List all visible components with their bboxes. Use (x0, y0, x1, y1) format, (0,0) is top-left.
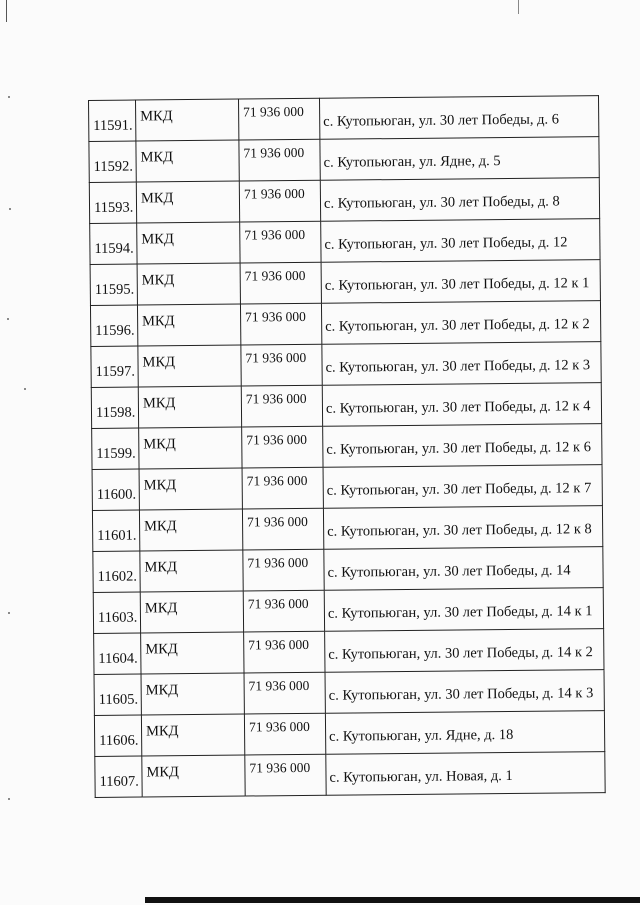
object-type: МКД (145, 723, 179, 740)
oktmo-code-cell (243, 590, 324, 632)
address-cell: с. Кутопьюган, ул. 30 лет Победы, д. 14 (327, 562, 571, 581)
oktmo-code-cell (244, 672, 325, 714)
address-cell-cell (322, 342, 601, 386)
oktmo-code: 71 936 000 (246, 472, 308, 489)
object-type: МКД (145, 641, 178, 658)
object-type: МКД (140, 190, 174, 207)
row-number-cell (89, 182, 136, 223)
row-number-cell (89, 141, 136, 182)
row-number: 11602. (97, 568, 137, 585)
object-type: МКД (146, 764, 180, 781)
address-cell: с. Кутопьюган, ул. 30 лет Победы, д. 12 к 4 (325, 398, 591, 417)
row-number-cell (90, 223, 137, 264)
address-cell: с. Кутопьюган, ул. 30 лет Победы, д. 14 к 3 (328, 685, 594, 704)
address-cell-cell (321, 301, 600, 345)
table-row (91, 342, 601, 388)
row-number: 11601. (97, 527, 137, 544)
row-number-cell (91, 387, 138, 428)
row-number-cell (91, 346, 138, 387)
scan-speck (8, 612, 10, 614)
oktmo-code: 71 936 000 (248, 636, 310, 653)
object-type-cell (142, 755, 245, 797)
table-row (93, 547, 603, 593)
row-number-cell (90, 305, 137, 346)
address-cell: с. Кутопьюган, ул. 30 лет Победы, д. 8 (323, 193, 560, 212)
address-cell-cell (320, 178, 599, 222)
address-cell: с. Кутопьюган, ул. Новая, д. 1 (329, 767, 513, 786)
address-cell-cell (326, 752, 605, 796)
oktmo-code-cell (241, 385, 322, 427)
oktmo-code-cell (240, 262, 321, 304)
oktmo-code: 71 936 000 (245, 308, 306, 325)
table-row (91, 383, 601, 429)
row-number: 11604. (98, 650, 138, 667)
row-number-cell (90, 264, 137, 305)
object-type: МКД (144, 518, 177, 535)
row-number-cell (94, 715, 141, 756)
address-cell-cell (320, 137, 599, 181)
object-type: МКД (140, 108, 173, 125)
oktmo-code-cell (245, 754, 326, 796)
oktmo-code-cell (243, 549, 324, 591)
table-row (92, 465, 602, 511)
row-number: 11593. (93, 199, 134, 216)
address-cell: с. Кутопьюган, ул. 30 лет Победы, д. 14 к 1 (327, 603, 593, 622)
object-type: МКД (144, 559, 178, 576)
oktmo-code: 71 936 000 (243, 185, 305, 202)
row-number-cell (92, 469, 139, 510)
row-number-cell (95, 756, 142, 797)
table-row (95, 752, 605, 798)
address-cell: с. Кутопьюган, ул. Ядне, д. 18 (329, 726, 514, 745)
table-row (92, 424, 602, 470)
table-row (89, 137, 599, 183)
row-number: 11599. (96, 445, 136, 462)
object-type: МКД (141, 272, 175, 289)
row-number: 11595. (94, 281, 135, 298)
address-cell-cell (323, 424, 602, 468)
row-number-cell (92, 510, 139, 551)
oktmo-code: 71 936 000 (247, 554, 309, 571)
oktmo-code-cell (239, 180, 320, 222)
oktmo-code: 71 936 000 (244, 267, 306, 284)
scan-edge-mark (6, 0, 7, 22)
object-type: МКД (140, 149, 174, 166)
address-cell-cell (325, 670, 604, 714)
object-type-cell (137, 263, 240, 305)
scan-edge-mark (518, 0, 519, 14)
address-cell: с. Кутопьюган, ул. 30 лет Победы, д. 12 к 2 (325, 316, 590, 335)
row-number: 11598. (95, 404, 136, 421)
row-number-cell (94, 633, 141, 674)
address-cell-cell (321, 219, 600, 263)
object-type-cell (137, 304, 240, 346)
object-type-cell (136, 140, 239, 182)
object-type-cell (141, 714, 244, 756)
address-cell: с. Кутопьюган, ул. 30 лет Победы, д. 12 к 6 (326, 439, 591, 458)
object-type-cell (140, 550, 243, 592)
table-row (94, 711, 604, 757)
scan-speck (24, 388, 26, 390)
row-number: 11607. (99, 773, 139, 790)
oktmo-code: 71 936 000 (243, 103, 304, 120)
address-cell: с. Кутопьюган, ул. 30 лет Победы, д. 12 к 1 (324, 275, 590, 294)
row-number: 11600. (96, 486, 137, 503)
address-cell-cell (324, 547, 603, 591)
oktmo-code: 71 936 000 (247, 595, 309, 612)
table-row (90, 301, 600, 347)
object-type: МКД (142, 354, 176, 371)
oktmo-code: 71 936 000 (249, 759, 311, 776)
address-cell-cell (321, 260, 600, 304)
oktmo-code: 71 936 000 (244, 226, 306, 243)
address-cell: с. Кутопьюган, ул. 30 лет Победы, д. 14 к 2 (328, 644, 593, 663)
oktmo-code-cell (244, 713, 325, 755)
oktmo-code: 71 936 000 (246, 431, 308, 448)
oktmo-code-cell (238, 98, 319, 140)
row-number: 11603. (97, 609, 138, 626)
address-cell: с. Кутопьюган, ул. 30 лет Победы, д. 12 (324, 234, 568, 253)
oktmo-code: 71 936 000 (248, 718, 310, 735)
row-number-cell (94, 674, 141, 715)
row-number-cell (93, 592, 140, 633)
address-cell-cell (323, 465, 602, 509)
object-type: МКД (142, 395, 176, 412)
oktmo-code-cell (240, 303, 321, 345)
object-type: МКД (144, 600, 178, 617)
address-cell-cell (324, 588, 603, 632)
oktmo-code-cell (242, 426, 323, 468)
object-type-cell (139, 427, 242, 469)
oktmo-code: 71 936 000 (245, 349, 307, 366)
object-type-cell (141, 673, 244, 715)
object-type-cell (138, 386, 241, 428)
object-type-cell (136, 181, 239, 223)
address-cell: с. Кутопьюган, ул. 30 лет Победы, д. 12 к 3 (325, 357, 591, 376)
object-type-cell (141, 632, 244, 674)
object-type-cell (136, 99, 239, 141)
oktmo-code: 71 936 000 (243, 144, 305, 161)
scan-speck (9, 208, 11, 210)
oktmo-code: 71 936 000 (246, 513, 308, 530)
row-number: 11606. (99, 732, 139, 749)
table-row (94, 670, 604, 716)
oktmo-code-cell (244, 631, 325, 673)
address-cell: с. Кутопьюган, ул. 30 лет Победы, д. 6 (323, 111, 560, 130)
oktmo-code: 71 936 000 (248, 677, 310, 694)
object-type-cell (138, 345, 241, 387)
oktmo-code-cell (240, 221, 321, 263)
row-number-cell (92, 428, 139, 469)
address-cell-cell (322, 383, 601, 427)
table-row (90, 260, 600, 306)
registry-table-body (89, 96, 606, 798)
address-cell: с. Кутопьюган, ул. 30 лет Победы, д. 12 к 7 (326, 480, 592, 499)
oktmo-code-cell (242, 508, 323, 550)
address-cell-cell (323, 506, 602, 550)
table-row (94, 629, 604, 675)
address-cell-cell (325, 629, 604, 673)
object-type-cell (140, 591, 243, 633)
row-number: 11592. (93, 158, 134, 175)
table-row (89, 96, 599, 142)
object-type-cell (139, 468, 242, 510)
address-cell: с. Кутопьюган, ул. Ядне, д. 5 (323, 153, 501, 171)
scan-bottom-edge (145, 897, 640, 903)
row-number: 11591. (93, 117, 133, 134)
oktmo-code-cell (239, 139, 320, 181)
oktmo-code-cell (241, 344, 322, 386)
oktmo-code: 71 936 000 (245, 390, 307, 407)
scan-speck (8, 96, 10, 98)
address-cell-cell (319, 96, 598, 140)
object-type: МКД (143, 436, 176, 453)
object-type: МКД (143, 477, 177, 494)
row-number: 11605. (98, 691, 139, 708)
row-number: 11594. (94, 240, 134, 257)
registry-table (88, 95, 606, 798)
row-number: 11597. (95, 363, 136, 380)
object-type-cell (137, 222, 240, 264)
table-row (92, 506, 602, 552)
object-type: МКД (142, 313, 175, 330)
object-type: МКД (145, 682, 179, 699)
row-number-cell (89, 100, 136, 141)
row-number: 11596. (95, 322, 135, 339)
address-cell: с. Кутопьюган, ул. 30 лет Победы, д. 12 к 8 (327, 521, 592, 540)
scan-speck (8, 798, 10, 800)
table-row (89, 178, 599, 224)
address-cell-cell (325, 711, 604, 755)
object-type: МКД (141, 231, 174, 248)
table-row (90, 219, 600, 265)
oktmo-code-cell (242, 467, 323, 509)
scan-speck (7, 318, 9, 320)
row-number-cell (93, 551, 140, 592)
object-type-cell (139, 509, 242, 551)
table-row (93, 588, 603, 634)
